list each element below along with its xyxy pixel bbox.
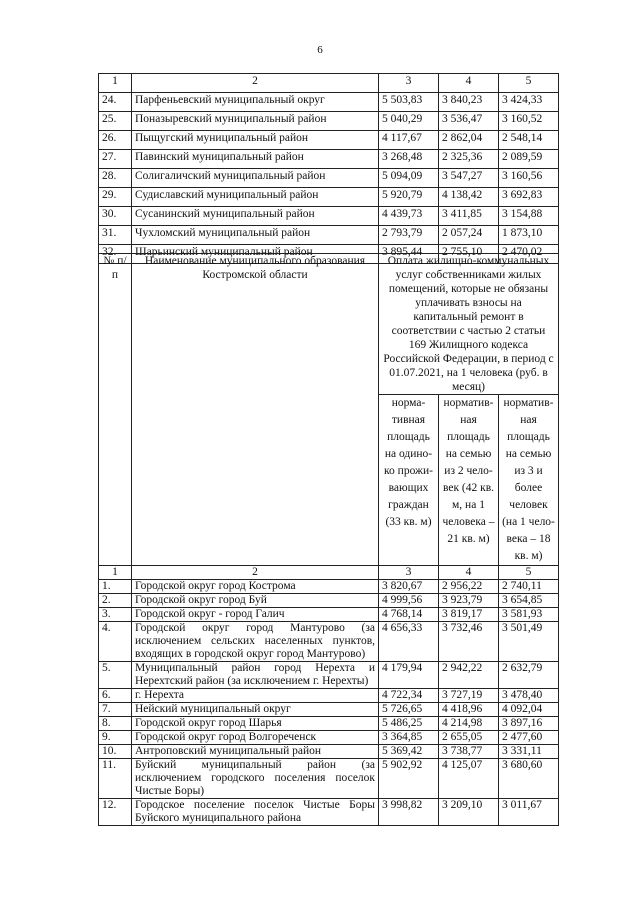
column-number-row: [99, 566, 559, 580]
header-family-3: норматив-ная площадь на семью из 3 и более человек (на 1 чело-века – 18 кв. м): [499, 395, 559, 566]
municipality-name: Павинский муниципальный район: [132, 150, 379, 169]
municipality-name: Антроповский муниципальный район: [132, 745, 379, 759]
value-21: 2 755,10: [439, 245, 499, 264]
value-18: 3 011,67: [499, 799, 559, 826]
value-33: 5 902,92: [379, 759, 439, 799]
municipality-name: Буйский муниципальный район (за исключением городского поселения поселок Чистые Боры): [132, 759, 379, 799]
table-row: [99, 745, 559, 759]
header-cell: 3: [379, 74, 439, 93]
value-21: 2 655,05: [439, 731, 499, 745]
value-21: 2 057,24: [439, 226, 499, 245]
value-21: 4 138,42: [439, 188, 499, 207]
row-number: 6.: [99, 689, 132, 703]
header-cell: 1: [99, 566, 132, 580]
value-18: 3 160,52: [499, 112, 559, 131]
value-33: 5 920,79: [379, 188, 439, 207]
municipality-name: Шарьинский муниципальный район: [132, 245, 379, 264]
municipality-name: Пыщугский муниципальный район: [132, 131, 379, 150]
table-row: [99, 112, 559, 131]
value-18: 3 581,93: [499, 608, 559, 622]
value-33: 4 656,33: [379, 622, 439, 662]
value-21: 4 418,96: [439, 703, 499, 717]
header-cell: 5: [499, 74, 559, 93]
value-18: 2 470,02: [499, 245, 559, 264]
row-number: 2.: [99, 594, 132, 608]
header-cell: 4: [439, 74, 499, 93]
value-33: 4 439,73: [379, 207, 439, 226]
row-number: 10.: [99, 745, 132, 759]
value-18: 2 632,79: [499, 662, 559, 689]
value-18: 1 873,10: [499, 226, 559, 245]
header-number: № п/п: [99, 254, 132, 566]
row-number: 4.: [99, 622, 132, 662]
value-21: 4 125,07: [439, 759, 499, 799]
header-payment: Оплата жилищно-коммунальных услуг собственниками жилых помещений, которые не обязаны уплачивать взносы на капитальный ремонт в соответствии с частью 2 статьи 169 Жилищного кодекса Российской Федерации, в период с 01.07.2021, на 1 человека (руб. в месяц): [379, 254, 559, 395]
value-33: 4 179,94: [379, 662, 439, 689]
table-row: [99, 759, 559, 799]
municipality-name: Парфеньевский муниципальный округ: [132, 93, 379, 112]
column-number-row: [99, 74, 559, 93]
value-33: 4 722,34: [379, 689, 439, 703]
value-33: 3 268,48: [379, 150, 439, 169]
municipality-name: г. Нерехта: [132, 689, 379, 703]
value-21: 3 411,85: [439, 207, 499, 226]
header-family-2: норматив-ная площадь на семью из 2 чело-век (42 кв. м, на 1 человека – 21 кв. м): [439, 395, 499, 566]
value-21: 2 956,22: [439, 580, 499, 594]
municipality-name: Муниципальный район город Нерехта и Нерехтский район (за исключением г. Нерехты): [132, 662, 379, 689]
value-21: 3 819,17: [439, 608, 499, 622]
table-row: [99, 188, 559, 207]
header-single: норма-тивная площадь на одино-ко прожи-вающих граждан (33 кв. м): [379, 395, 439, 566]
table-row: [99, 689, 559, 703]
table-row: [99, 207, 559, 226]
row-number: 31.: [99, 226, 132, 245]
value-33: 4 768,14: [379, 608, 439, 622]
page-number: 6: [317, 44, 323, 56]
table-row: [99, 662, 559, 689]
value-33: 3 998,82: [379, 799, 439, 826]
municipality-name: Судиславский муниципальный район: [132, 188, 379, 207]
table-row: [99, 169, 559, 188]
municipality-name: Городской округ город Шарья: [132, 717, 379, 731]
value-21: 3 840,23: [439, 93, 499, 112]
row-number: 9.: [99, 731, 132, 745]
header-name: Наименование муниципального образования Костромской области: [132, 254, 379, 566]
header-cell: 4: [439, 566, 499, 580]
row-number: 26.: [99, 131, 132, 150]
value-18: 3 154,88: [499, 207, 559, 226]
row-number: 28.: [99, 169, 132, 188]
municipality-name: Городское поселение поселок Чистые Боры Буйского муниципального района: [132, 799, 379, 826]
value-21: 3 732,46: [439, 622, 499, 662]
municipality-name: Городской округ город Кострома: [132, 580, 379, 594]
value-21: 4 214,98: [439, 717, 499, 731]
value-33: 5 094,09: [379, 169, 439, 188]
municipality-name: Чухломский муниципальный район: [132, 226, 379, 245]
value-33: 5 503,83: [379, 93, 439, 112]
table-row: [99, 731, 559, 745]
municipality-name: Городской округ город Буй: [132, 594, 379, 608]
row-number: 29.: [99, 188, 132, 207]
table-row: [99, 131, 559, 150]
value-21: 3 536,47: [439, 112, 499, 131]
value-18: 2 740,11: [499, 580, 559, 594]
header-cell: 2: [132, 74, 379, 93]
table-row: [99, 622, 559, 662]
table-row: [99, 150, 559, 169]
value-18: 2 477,60: [499, 731, 559, 745]
value-33: 5 369,42: [379, 745, 439, 759]
value-33: 4 999,56: [379, 594, 439, 608]
municipality-name: Городской округ - город Галич: [132, 608, 379, 622]
table-row: [99, 93, 559, 112]
value-18: 2 089,59: [499, 150, 559, 169]
value-21: 2 862,04: [439, 131, 499, 150]
table-continuation: [98, 73, 559, 264]
value-18: 3 680,60: [499, 759, 559, 799]
row-number: 12.: [99, 799, 132, 826]
value-18: 3 501,49: [499, 622, 559, 662]
header-cell: 2: [132, 566, 379, 580]
value-18: 2 548,14: [499, 131, 559, 150]
row-number: 30.: [99, 207, 132, 226]
value-33: 4 117,67: [379, 131, 439, 150]
municipality-name: Сусанинский муниципальный район: [132, 207, 379, 226]
value-33: 3 895,44: [379, 245, 439, 264]
value-18: 3 331,11: [499, 745, 559, 759]
value-18: 4 092,04: [499, 703, 559, 717]
table-main: [98, 253, 559, 826]
value-21: 2 325,36: [439, 150, 499, 169]
table-row: [99, 703, 559, 717]
municipality-name: Нейский муниципальный округ: [132, 703, 379, 717]
value-21: 3 738,77: [439, 745, 499, 759]
row-number: 11.: [99, 759, 132, 799]
header-cell: 5: [499, 566, 559, 580]
value-18: 3 897,16: [499, 717, 559, 731]
row-number: 5.: [99, 662, 132, 689]
row-number: 3.: [99, 608, 132, 622]
value-33: 5 040,29: [379, 112, 439, 131]
value-21: 3 209,10: [439, 799, 499, 826]
value-18: 3 160,56: [499, 169, 559, 188]
row-number: 32.: [99, 245, 132, 264]
value-33: 5 726,65: [379, 703, 439, 717]
municipality-name: Городской округ город Волгореченск: [132, 731, 379, 745]
table-row: [99, 226, 559, 245]
table-row: [99, 799, 559, 826]
header-cell: 1: [99, 74, 132, 93]
value-18: 3 478,40: [499, 689, 559, 703]
value-21: 3 923,79: [439, 594, 499, 608]
header-row: [99, 254, 559, 395]
table-row: [99, 594, 559, 608]
row-number: 25.: [99, 112, 132, 131]
table-row: [99, 580, 559, 594]
municipality-name: Городской округ город Мантурово (за исключением сельских населенных пунктов, входящих в городской округ город Мантурово): [132, 622, 379, 662]
value-21: 2 942,22: [439, 662, 499, 689]
value-21: 3 727,19: [439, 689, 499, 703]
row-number: 8.: [99, 717, 132, 731]
row-number: 7.: [99, 703, 132, 717]
value-18: 3 424,33: [499, 93, 559, 112]
value-18: 3 692,83: [499, 188, 559, 207]
value-33: 5 486,25: [379, 717, 439, 731]
row-number: 1.: [99, 580, 132, 594]
table-row: [99, 717, 559, 731]
value-33: 2 793,79: [379, 226, 439, 245]
value-33: 3 364,85: [379, 731, 439, 745]
municipality-name: Солигаличский муниципальный район: [132, 169, 379, 188]
table-row: [99, 608, 559, 622]
value-33: 3 820,67: [379, 580, 439, 594]
value-21: 3 547,27: [439, 169, 499, 188]
row-number: 27.: [99, 150, 132, 169]
municipality-name: Поназыревский муниципальный район: [132, 112, 379, 131]
value-18: 3 654,85: [499, 594, 559, 608]
row-number: 24.: [99, 93, 132, 112]
header-cell: 3: [379, 566, 439, 580]
